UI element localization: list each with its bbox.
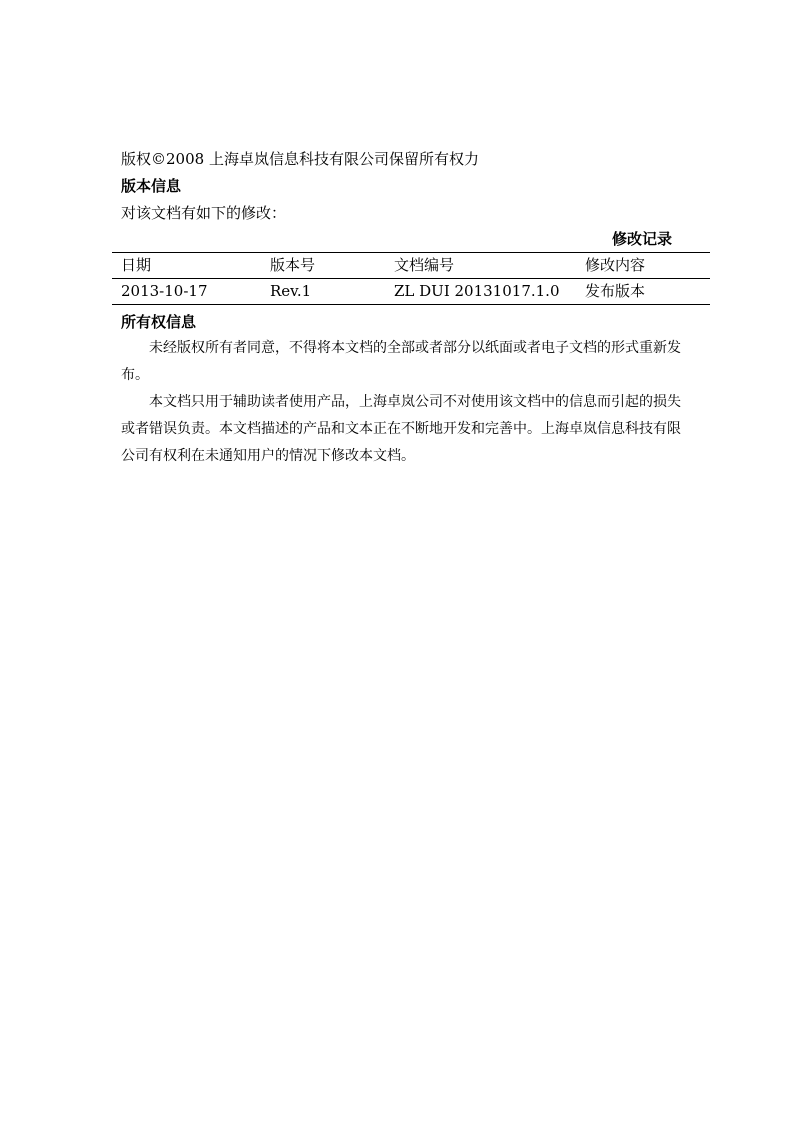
revision-table-caption: 修改记录 xyxy=(611,230,672,248)
header-date: 日期 xyxy=(121,256,152,274)
revision-table-header-row xyxy=(112,253,710,279)
table-row xyxy=(112,279,710,305)
cell-change-content: 发布版本 xyxy=(585,282,646,300)
cell-doc-number: ZL DUI 20131017.1.0 xyxy=(394,282,560,300)
version-info-heading: 版本信息 xyxy=(121,177,182,195)
header-doc-number: 文档编号 xyxy=(394,256,455,274)
ownership-heading: 所有权信息 xyxy=(121,313,197,331)
header-change-content: 修改内容 xyxy=(585,256,646,274)
ownership-paragraph-2: 本文档只用于辅助读者使用产品，上海卓岚公司不对使用该文档中的信息而引起的损失或者错误负责。本文档描述的产品和文本正在不断地开发和完善中。上海卓岚信息科技有限公司有权利在未通知用户的情况下修改本文档。 xyxy=(121,394,681,464)
cell-date: 2013-10-17 xyxy=(121,282,208,300)
ownership-paragraph-1: 未经版权所有者同意，不得将本文档的全部或者部分以纸面或者电子文档的形式重新发布。 xyxy=(121,340,681,383)
revision-table xyxy=(112,252,710,305)
version-info-intro: 对该文档有如下的修改： xyxy=(121,204,287,222)
copyright-notice: 版权©2008 上海卓岚信息科技有限公司保留所有权力 xyxy=(121,150,479,168)
cell-version: Rev.1 xyxy=(270,282,312,300)
header-version: 版本号 xyxy=(270,256,316,274)
